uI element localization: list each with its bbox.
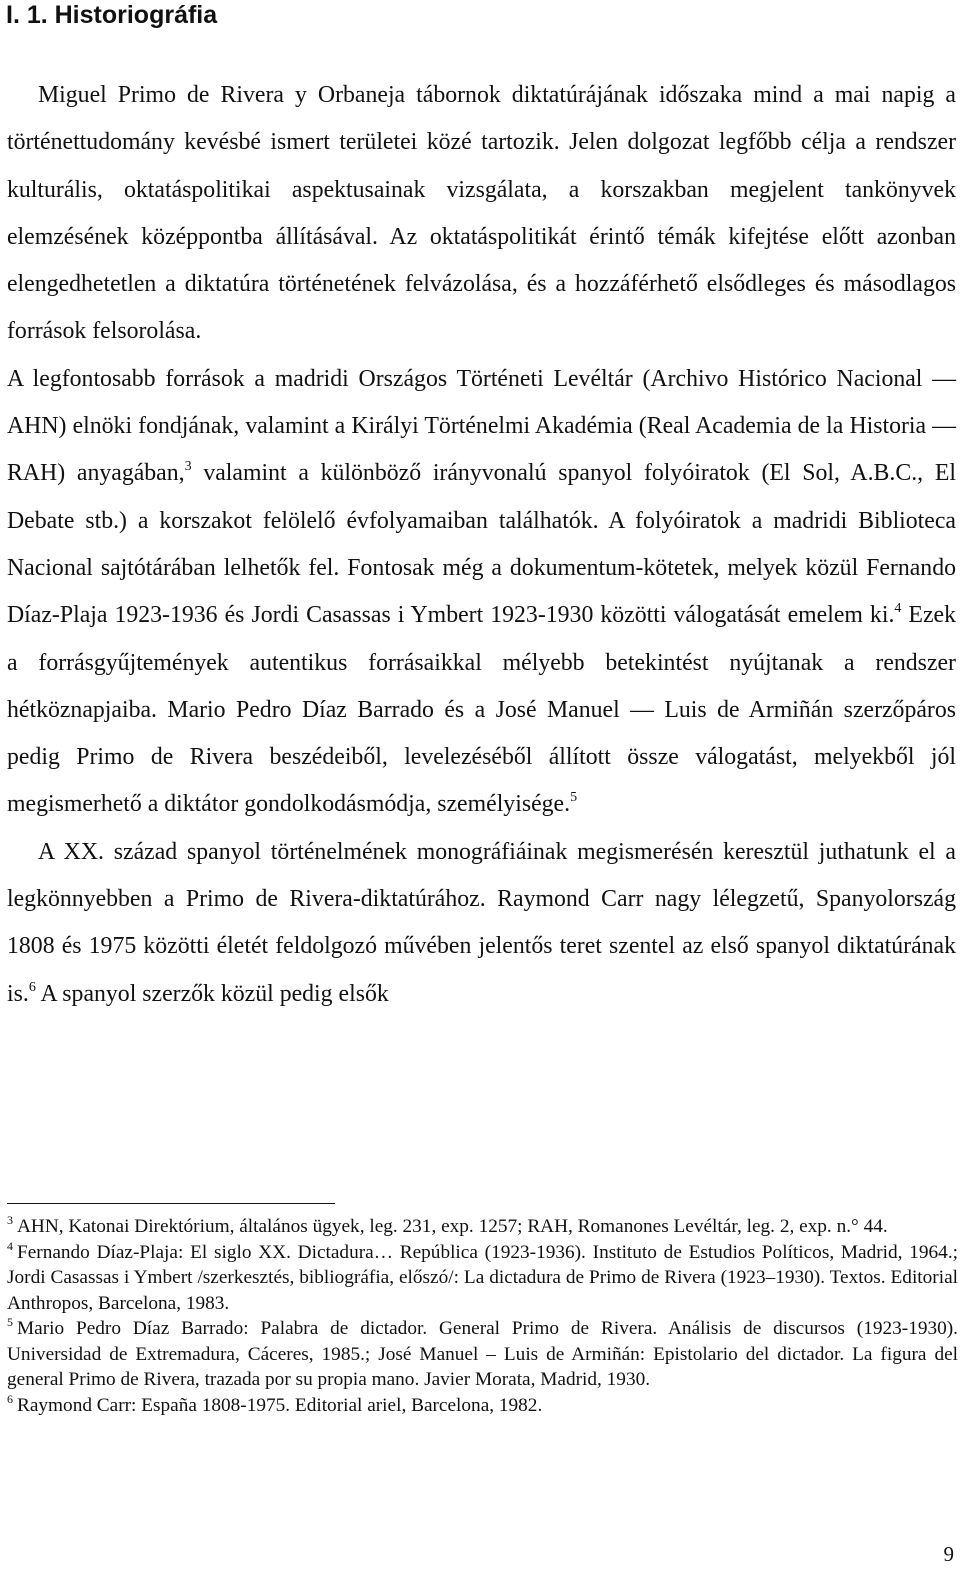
footnote-text: AHN, Katonai Direktórium, általános ügyek, leg. 231, exp. 1257; RAH, Romanones Levéltár, leg. 2, exp. n.° 44. [17,1216,888,1237]
paragraph-2 [7,356,956,829]
footnote-ref-5[interactable]: 5 [570,790,578,806]
paragraph-3-part-b: A spanyol szerzők közül pedig elsők [35,980,389,1007]
footnotes [7,1214,958,1418]
footnote-text: Raymond Carr: España 1808-1975. Editorial ariel, Barcelona, 1982. [17,1394,543,1416]
footnote-text: Mario Pedro Díaz Barrado: Palabra de dictador. General Primo de Rivera. Análisis de discursos (1923-1930). Universidad de Extremadura, Cáceres, 1985.; José Manuel – Luis de Armiñán: Epistolario del dictador. La figura del general Primo de Rivera, trazada por su propia mano. Javier Morata, Madrid, 1930. [7,1318,958,1390]
footnote-number: 5 [7,1315,13,1329]
paragraph-3-part-a: A XX. század spanyol történelmének monográfiáinak megismerésén keresztül juthatunk el a legkönnyebben a Primo de Rivera-diktatúrához. Raymond Carr nagy lélegzetű, Spanyolország 1808 és 1975 közötti életét feldolgozó művében jelentős teret szentel az első spanyol diktatúrának is. [7,838,956,1007]
paragraph-1: Miguel Primo de Rivera y Orbaneja tábornok diktatúrájának időszaka mind a mai napig a történettudomány kevésbé ismert területei közé tartozik. Jelen dolgozat legfőbb célja a rendszer kulturális, oktatáspolitikai aspektusainak vizsgálata, a korszakban megjelent tankönyvek elemzésének középpontba állításával. Az oktatáspolitikát érintő témák kifejtése előtt azonban elengedhetetlen a diktatúra történetének felvázolása, és a hozzáférhető elsődleges és másodlagos források felsorolása. [7,82,956,345]
footnote-6 [7,1393,958,1419]
paragraph-3 [7,829,956,1018]
section-heading: I. 1. Historiográfia [6,1,218,29]
footnote-3 [7,1214,958,1240]
footnote-number: 4 [7,1238,13,1253]
footnote-ref-3[interactable]: 3 [184,459,192,475]
footnote-number: 3 [7,1213,13,1227]
footnote-5 [7,1316,958,1393]
paragraph-2-part-a: A legfontosabb források a madridi Országos Történeti Levéltár (Archivo Histórico Nacional — AHN) elnöki fondjának, valamint a Királyi Történelmi Akadémia (Real Academia de la Historia — RAH) anyagában, [7,365,956,487]
paragraph-2-part-b: valamint a különböző irányvonalú spanyol folyóiratok (El Sol, A.B.C., El Debate stb.) a korszakot felölelő évfolyamaiban találhatók. A folyóiratok a madridi Biblioteca Nacional sajtótárában lelhetők fel. Fontosak még a dokumentum-kötetek, melyek közül Fernando Díaz-Plaja 1923-1936 és Jordi Casassas i Ymbert 1923-1930 közötti válogatását emelem ki. [7,460,956,629]
footnote-number: 6 [7,1391,13,1406]
paragraph-2-part-c: Ezek a forrásgyűjtemények autentikus forrásaikkal mélyebb betekintést nyújtanak a rendszer hétköznapjaiba. Mario Pedro Díaz Barrado és a José Manuel — Luis de Armiñán szerzőpáros pedig Primo de Rivera beszédeiből, levelezéséből állított össze válogatást, melyekből jól megismerhető a diktátor gondolkodásmódja, személyisége. [7,602,956,818]
page-number: 9 [943,1542,954,1566]
footnote-ref-6[interactable]: 6 [28,979,36,995]
footnote-4 [7,1240,958,1317]
footnote-ref-4[interactable]: 4 [894,601,902,617]
body-text [7,72,956,1018]
footnote-text: Fernando Díaz-Plaja: El siglo XX. Dictadura… República (1923-1936). Instituto de Estudios Políticos, Madrid, 1964.; Jordi Casassas i Ymbert /szerkesztés, bibliográfia, előszó/: La dictadura de Primo de Rivera (1923–1930). Textos. Editorial Anthropos, Barcelona, 1983. [7,1241,958,1314]
footnote-separator [7,1203,335,1204]
